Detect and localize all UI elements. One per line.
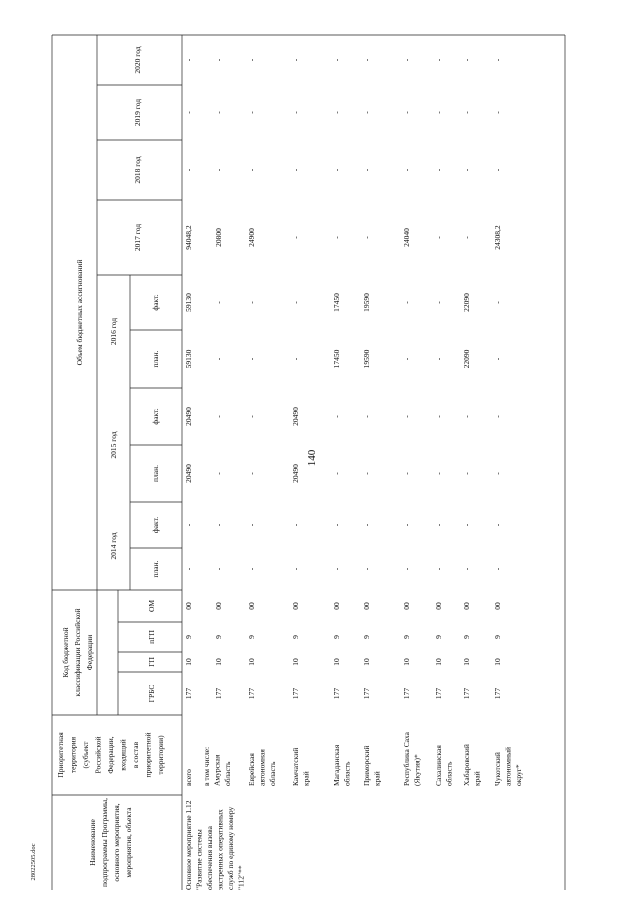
- value-cell: -: [247, 168, 256, 172]
- code-gp: 10: [247, 658, 256, 666]
- value-cell: -: [184, 567, 193, 571]
- code-om: 00: [214, 602, 223, 610]
- header-name-line: основного мероприятия,: [112, 803, 121, 882]
- value-cell: -: [332, 415, 341, 418]
- value-cell: 20490: [291, 464, 300, 483]
- header-year-2014: 2014 год: [109, 532, 118, 560]
- territory-name: автономный: [503, 746, 513, 786]
- territory-name: Магаданская: [332, 744, 341, 786]
- code-gp: 10: [462, 658, 471, 666]
- code-om: 00: [184, 602, 193, 610]
- header-code-gp: ГП: [147, 657, 156, 667]
- value-cell: -: [332, 168, 341, 172]
- value-cell: -: [362, 415, 371, 418]
- code-grbs: 177: [214, 687, 223, 700]
- header-name-line: мероприятия, объекта: [124, 807, 133, 878]
- value-cell: 19590: [362, 293, 371, 312]
- value-cell: -: [214, 168, 223, 172]
- code-grbs: 177: [402, 687, 411, 700]
- value-cell: -: [493, 301, 502, 304]
- value-cell: -: [493, 58, 502, 62]
- value-cell: -: [332, 523, 341, 527]
- value-cell: -: [247, 301, 256, 304]
- value-cell: 94048,2: [184, 225, 193, 250]
- code-gp: 10: [291, 658, 300, 666]
- code-pgp: 9: [332, 635, 341, 639]
- value-cell: -: [434, 58, 443, 62]
- value-cell: -: [291, 236, 300, 239]
- value-cell: -: [462, 472, 471, 475]
- value-cell: -: [214, 357, 223, 361]
- value-cell: -: [434, 357, 443, 361]
- value-cell: -: [362, 523, 371, 527]
- territory-name: Республика Саха: [402, 731, 411, 786]
- value-cell: -: [362, 567, 371, 571]
- header-year-2016: 2016 год: [109, 317, 118, 346]
- value-cell: -: [402, 415, 411, 418]
- value-cell: 22090: [462, 349, 471, 369]
- header-fact: факт.: [151, 294, 160, 311]
- activity-name-line: Основное мероприятие 1.12: [184, 800, 193, 890]
- value-cell: 17450: [332, 349, 341, 369]
- header-code-pgp: пГП: [147, 630, 156, 644]
- code-grbs: 177: [332, 687, 341, 700]
- value-cell: -: [402, 168, 411, 172]
- code-grbs: 177: [247, 687, 256, 700]
- header-year-2015: 2015 год: [109, 431, 118, 459]
- value-cell: -: [214, 301, 223, 304]
- value-cell: 20800: [214, 228, 223, 247]
- header-code-om: ОМ: [147, 599, 156, 613]
- value-cell: -: [291, 58, 300, 62]
- value-cell: -: [184, 168, 193, 172]
- code-om: 00: [362, 602, 371, 610]
- territory-name: область: [223, 761, 232, 786]
- value-cell: -: [214, 58, 223, 62]
- value-cell: -: [434, 472, 443, 475]
- value-cell: -: [214, 567, 223, 571]
- activity-name-line: обеспечения вызова: [205, 826, 214, 890]
- code-grbs: 177: [291, 687, 300, 700]
- value-cell: -: [402, 357, 411, 361]
- code-om: 00: [462, 602, 471, 610]
- value-cell: -: [332, 58, 341, 62]
- value-cell: -: [462, 415, 471, 418]
- value-cell: -: [362, 58, 371, 62]
- value-cell: -: [434, 567, 443, 571]
- value-cell: -: [462, 58, 471, 62]
- code-grbs: 177: [434, 687, 443, 700]
- header-code-grbs: ГРБС: [147, 684, 156, 703]
- value-cell: -: [214, 111, 223, 114]
- territory-name: в том числе:: [202, 746, 211, 786]
- value-cell: -: [434, 111, 443, 114]
- territory-name: (Якутия)*: [412, 754, 422, 786]
- header-name-line: подпрограммы Программы,: [100, 798, 109, 887]
- header-year-2017: 2017 год: [133, 223, 142, 252]
- territory-name: край: [372, 771, 382, 786]
- code-grbs: 177: [184, 687, 193, 700]
- value-cell: -: [462, 111, 471, 114]
- value-cell: -: [362, 236, 371, 239]
- value-cell: -: [462, 236, 471, 239]
- code-om: 00: [291, 602, 300, 610]
- value-cell: -: [247, 58, 256, 62]
- value-cell: 20490: [184, 407, 193, 426]
- value-cell: 59130: [184, 293, 193, 312]
- code-grbs: 177: [362, 687, 371, 700]
- value-cell: -: [291, 523, 300, 527]
- value-cell: -: [291, 567, 300, 571]
- value-cell: -: [402, 472, 411, 475]
- code-pgp: 9: [462, 635, 471, 639]
- value-cell: -: [332, 472, 341, 475]
- value-cell: -: [247, 415, 256, 418]
- value-cell: -: [493, 415, 502, 418]
- code-gp: 10: [362, 658, 371, 666]
- value-cell: -: [402, 523, 411, 527]
- value-cell: -: [493, 111, 502, 114]
- value-cell: -: [332, 567, 341, 571]
- territory-name: Амурская: [212, 754, 222, 786]
- code-gp: 10: [332, 658, 341, 666]
- table-header: [56, 46, 165, 887]
- value-cell: -: [402, 58, 411, 62]
- code-pgp: 9: [214, 635, 223, 639]
- value-cell: -: [493, 168, 502, 172]
- value-cell: -: [462, 523, 471, 527]
- header-territory-line: входящий: [118, 739, 128, 771]
- header-territory-line: территории): [156, 735, 165, 775]
- activity-name-line: "112"**: [236, 865, 246, 890]
- header-name-line: Наименование: [88, 819, 97, 866]
- value-cell: -: [462, 168, 471, 172]
- header-fact: факт.: [151, 516, 160, 534]
- code-om: 00: [247, 602, 256, 610]
- value-cell: -: [434, 301, 443, 304]
- value-cell: -: [291, 357, 300, 361]
- header-year-2020: 2020 год: [133, 46, 142, 74]
- territory-name: округ*: [514, 764, 523, 786]
- header-territory-line: приоритетной: [143, 732, 153, 778]
- value-cell: -: [493, 523, 502, 527]
- code-om: 00: [434, 602, 443, 610]
- value-cell: 59130: [184, 349, 193, 369]
- header-plan: план.: [151, 560, 160, 578]
- header-plan: план.: [151, 465, 160, 482]
- activity-name-line: "Развитие системы: [194, 829, 204, 890]
- code-gp: 10: [493, 658, 502, 666]
- territory-name: Приморский: [362, 745, 371, 786]
- header-year-2019: 2019 год: [133, 98, 142, 127]
- territory-name: Сахалинская: [434, 745, 443, 786]
- code-grbs: 177: [493, 687, 502, 700]
- value-cell: -: [214, 523, 223, 527]
- value-cell: -: [434, 236, 443, 239]
- value-cell: -: [402, 567, 411, 571]
- header-allocations: Объем бюджетных ассигнований: [75, 259, 84, 366]
- footer-doc-code: 28022505.doc: [30, 843, 37, 881]
- value-cell: -: [247, 523, 256, 527]
- header-territory-line: территория: [68, 736, 78, 774]
- value-cell: -: [184, 111, 193, 114]
- value-cell: 19590: [362, 349, 371, 369]
- header-territory-line: в состав: [131, 741, 140, 769]
- code-pgp: 9: [493, 635, 502, 639]
- code-pgp: 9: [184, 635, 193, 639]
- code-gp: 10: [402, 658, 411, 666]
- value-cell: -: [332, 236, 341, 239]
- page-number: 140: [306, 449, 318, 467]
- value-cell: 17450: [332, 293, 341, 312]
- value-cell: 20490: [184, 464, 193, 483]
- header-territory-line: Федерации,: [106, 736, 115, 774]
- value-cell: -: [332, 111, 341, 114]
- header-budget-code-line: Код бюджетной: [61, 627, 70, 678]
- table-body: [184, 58, 523, 890]
- value-cell: -: [247, 567, 256, 571]
- territory-name: всего: [184, 769, 193, 786]
- value-cell: -: [462, 567, 471, 571]
- value-cell: -: [493, 472, 502, 475]
- activity-name-line: экстренных оперативных: [215, 809, 225, 890]
- territory-name: область: [268, 761, 277, 786]
- header-territory-line: (субъект: [81, 741, 90, 769]
- value-cell: -: [493, 357, 502, 361]
- value-cell: -: [434, 523, 443, 527]
- value-cell: -: [214, 415, 223, 418]
- code-om: 00: [493, 602, 502, 610]
- header-year-2018: 2018 год: [133, 156, 142, 184]
- territory-name: Еврейская: [247, 753, 256, 786]
- territory-name: область: [342, 761, 352, 786]
- value-cell: -: [247, 357, 256, 361]
- territory-name: Камчатский: [291, 747, 300, 786]
- activity-name-line: служб по единому номеру: [226, 806, 235, 890]
- value-cell: 22090: [462, 293, 471, 312]
- code-om: 00: [402, 602, 411, 610]
- value-cell: -: [291, 168, 300, 172]
- value-cell: -: [402, 301, 411, 304]
- code-pgp: 9: [434, 635, 443, 639]
- header-budget-code-line: классификации Российской: [73, 608, 82, 697]
- value-cell: -: [493, 567, 502, 571]
- code-om: 00: [332, 602, 341, 610]
- value-cell: -: [402, 111, 411, 114]
- code-pgp: 9: [362, 635, 371, 639]
- header-budget-code-line: Федерации: [85, 634, 94, 671]
- code-pgp: 9: [247, 635, 256, 639]
- value-cell: -: [247, 111, 256, 114]
- value-cell: -: [362, 111, 371, 114]
- value-cell: -: [184, 58, 193, 62]
- header-territory-line: Российской: [93, 736, 103, 774]
- code-pgp: 9: [291, 635, 300, 639]
- value-cell: 24900: [247, 228, 256, 247]
- territory-name: автономная: [257, 749, 267, 786]
- value-cell: -: [291, 301, 300, 304]
- value-cell: 20490: [291, 407, 300, 426]
- header-territory-line: Приоритетная: [56, 732, 65, 778]
- value-cell: -: [362, 472, 371, 475]
- territory-name: край: [472, 771, 482, 786]
- header-fact: факт.: [151, 408, 160, 425]
- code-gp: 10: [434, 658, 443, 666]
- value-cell: -: [214, 472, 223, 475]
- territory-name: Хабаровский: [462, 744, 471, 786]
- territory-name: Чукотский: [493, 752, 502, 786]
- value-cell: 24308,2: [493, 225, 502, 250]
- code-gp: 10: [214, 658, 223, 666]
- territory-name: край: [301, 771, 311, 786]
- value-cell: -: [247, 472, 256, 475]
- value-cell: -: [362, 168, 371, 172]
- value-cell: -: [291, 111, 300, 114]
- value-cell: 24040: [402, 228, 411, 247]
- value-cell: -: [434, 168, 443, 172]
- code-grbs: 177: [462, 687, 471, 700]
- code-pgp: 9: [402, 635, 411, 639]
- code-gp: 10: [184, 658, 193, 666]
- value-cell: -: [184, 523, 193, 527]
- territory-name: область: [444, 761, 454, 786]
- value-cell: -: [434, 415, 443, 418]
- header-plan: план.: [151, 350, 160, 368]
